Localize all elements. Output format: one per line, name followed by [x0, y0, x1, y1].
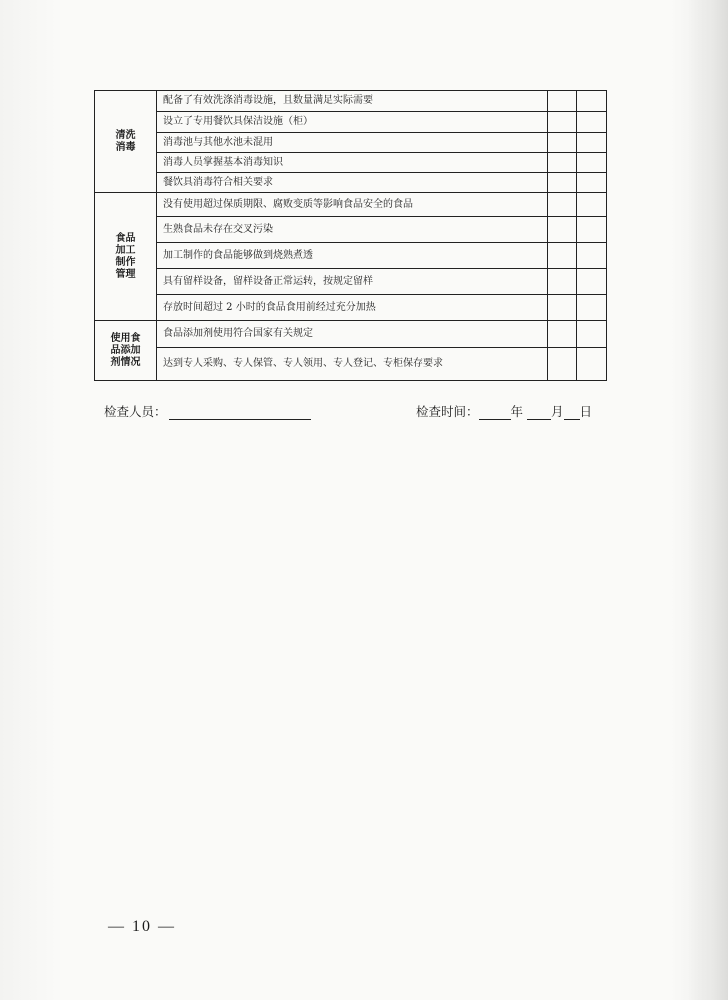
table-row: [95, 243, 607, 269]
check-box-yes[interactable]: [548, 243, 577, 269]
check-box-no[interactable]: [577, 112, 607, 133]
time-label: 检查时间：: [416, 404, 479, 419]
table-row: [95, 321, 607, 348]
checklist-item: 消毒池与其他水池未混用: [157, 133, 548, 153]
check-box-no[interactable]: [577, 217, 607, 243]
check-box-no[interactable]: [577, 243, 607, 269]
category-label: 制作: [115, 256, 136, 268]
check-box-yes[interactable]: [548, 153, 577, 173]
check-box-yes[interactable]: [548, 269, 577, 295]
check-box-yes[interactable]: [548, 321, 577, 348]
category-label: 品添加: [110, 344, 141, 356]
inspector-signature-line[interactable]: [169, 407, 311, 420]
check-box-no[interactable]: [577, 91, 607, 112]
checklist-item: 加工制作的食品能够做到烧熟煮透: [157, 243, 548, 269]
check-box-no[interactable]: [577, 133, 607, 153]
category-cleaning-disinfection: [95, 91, 157, 193]
checklist-item: 食品添加剂使用符合国家有关规定: [157, 321, 548, 348]
inspector-label: 检查人员：: [104, 404, 167, 419]
checklist-item: 没有使用超过保质期限、腐败变质等影响食品安全的食品: [157, 193, 548, 217]
check-box-yes[interactable]: [548, 91, 577, 112]
table-row: [95, 217, 607, 243]
category-label: 清洗: [115, 129, 136, 141]
month-blank[interactable]: [527, 407, 551, 420]
table-row: [95, 348, 607, 381]
page-edge-shadow: [688, 0, 728, 1000]
check-box-no[interactable]: [577, 193, 607, 217]
inspector-signature-field: [104, 402, 311, 420]
table-row: [95, 153, 607, 173]
check-box-yes[interactable]: [548, 348, 577, 381]
day-label: 日: [579, 404, 593, 419]
year-blank[interactable]: [479, 407, 511, 420]
category-label: 剂情况: [110, 356, 141, 368]
table-row: [95, 133, 607, 153]
inspection-checklist-table: [94, 90, 607, 381]
check-box-yes[interactable]: [548, 217, 577, 243]
check-box-yes[interactable]: [548, 193, 577, 217]
table-row: [95, 91, 607, 112]
day-blank[interactable]: [564, 407, 580, 420]
check-box-yes[interactable]: [548, 133, 577, 153]
month-label: 月: [551, 404, 564, 419]
page-number: — 10 —: [108, 918, 176, 935]
year-label: 年: [510, 404, 524, 419]
checklist-item: 生熟食品未存在交叉污染: [157, 217, 548, 243]
checklist-item: 配备了有效洗涤消毒设施，且数量满足实际需要: [157, 91, 548, 112]
checklist-item: 餐饮具消毒符合相关要求: [157, 173, 548, 193]
check-box-no[interactable]: [577, 348, 607, 381]
category-food-additives: [95, 321, 157, 381]
category-food-processing: [95, 193, 157, 321]
check-box-yes[interactable]: [548, 295, 577, 321]
checklist-item: 设立了专用餐饮具保洁设施（柜）: [157, 112, 548, 133]
check-box-no[interactable]: [577, 321, 607, 348]
check-box-no[interactable]: [577, 269, 607, 295]
table-row: [95, 295, 607, 321]
checklist-item: 达到专人采购、专人保管、专人领用、专人登记、专柜保存要求: [157, 348, 548, 381]
checklist-item: 消毒人员掌握基本消毒知识: [157, 153, 548, 173]
inspection-date-field: [416, 402, 592, 420]
table-row: [95, 173, 607, 193]
category-label: 使用食: [110, 332, 141, 344]
check-box-no[interactable]: [577, 295, 607, 321]
category-label: 消毒: [115, 141, 136, 153]
check-box-no[interactable]: [577, 173, 607, 193]
check-box-yes[interactable]: [548, 112, 577, 133]
table-row: [95, 269, 607, 295]
checklist-item: 具有留样设备，留样设备正常运转，按规定留样: [157, 269, 548, 295]
table-row: [95, 193, 607, 217]
category-label: 管理: [115, 268, 136, 280]
check-box-no[interactable]: [577, 153, 607, 173]
checklist-item: 存放时间超过 2 小时的食品食用前经过充分加热: [157, 295, 548, 321]
table-row: [95, 112, 607, 133]
category-label: 食品: [115, 232, 136, 244]
category-label: 加工: [115, 244, 136, 256]
check-box-yes[interactable]: [548, 173, 577, 193]
